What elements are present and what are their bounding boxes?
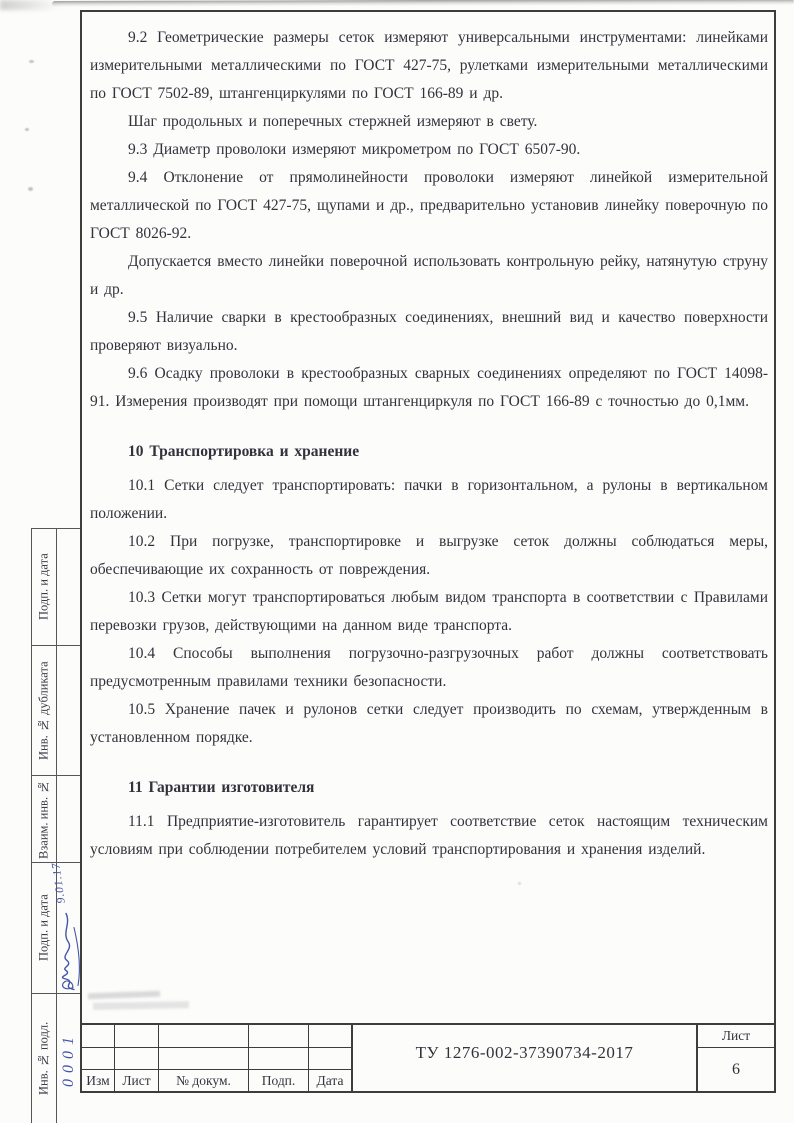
sidebar-label: Подп. и дата xyxy=(36,894,51,962)
sidebar-cell-podp-i-data-2 xyxy=(32,862,80,993)
paragraph-10-5: 10.5 Хранение пачек и рулонов сетки следует производить по схемам, утвержденным в установленном порядке. xyxy=(90,701,768,746)
sidebar-cell-inv-podl xyxy=(32,993,80,1123)
column-header-list: Лист xyxy=(115,1070,159,1091)
scan-edge-shadow xyxy=(52,0,794,7)
section-heading-11: 11 Гарантии изготовителя xyxy=(128,779,315,796)
paragraph-10-1: 10.1 Сетки следует транспортировать: пачки в горизонтальном, а рулоны в вертикальном положении. xyxy=(90,477,768,522)
column-header-dokum: № докум. xyxy=(159,1070,249,1091)
sidebar-cell-inv-dublikata xyxy=(32,645,80,775)
paragraph-10-2: 10.2 При погрузке, транспортировке и выгрузке сеток должны соблюдаться меры, обеспечивающие их сохранность от повреждения. xyxy=(90,533,768,578)
paragraph-9-2: 9.2 Геометрические размеры сеток измеряют универсальными инструментами: линейками измерительными металлическими по ГОСТ 427-75, рулетками измерительными металлическими по ГОСТ 7502-89, штангенциркулями по ГОСТ 166-89 и др. xyxy=(90,29,768,102)
sheet-cell xyxy=(698,1025,774,1091)
paragraph-10-4: 10.4 Способы выполнения погрузочно-разгрузочных работ должны соответствовать предусмотренным правилами техники безопасности. xyxy=(90,645,768,690)
paragraph-9-3: 9.3 Диаметр проволоки измеряют микрометром по ГОСТ 6507-90. xyxy=(128,141,581,158)
paragraph-11-1: 11.1 Предприятие-изготовитель гарантирует соответствие сеток настоящим техническим условиям при соблюдении потребителем условий транспортирования и хранения изделий. xyxy=(90,813,768,858)
document-number: ТУ 1276-002-37390734-2017 xyxy=(353,1025,698,1091)
sidebar-label: Взаим. инв. № xyxy=(36,779,51,859)
sidebar-label: Инв. № дубликата xyxy=(36,661,51,760)
sidebar-label: Инв. № подл. xyxy=(36,1021,51,1096)
sidebar-cell-podp-i-data-1 xyxy=(32,528,80,645)
handwritten-signature xyxy=(49,861,81,994)
paragraph-9-6: 9.6 Осадку проволоки в крестообразных сварных соединениях определяют по ГОСТ 14098-91. Измерения производят при помощи штангенциркуля по ГОСТ 166-89 с точностью до 0,1мм. xyxy=(90,365,768,410)
paragraph-9-4: 9.4 Отклонение от прямолинейности проволоки измеряют линейкой измерительной металлической по ГОСТ 427-75, щупами и др., предварительно установив линейку поверочную по ГОСТ 8026-92. xyxy=(90,169,768,242)
scan-speck xyxy=(29,60,34,63)
scan-speck xyxy=(28,187,33,191)
section-heading-10: 10 Транспортировка и хранение xyxy=(128,443,360,460)
title-block-revision-table xyxy=(82,1025,353,1091)
scan-speck xyxy=(25,128,29,131)
column-header-podp: Подп. xyxy=(249,1070,309,1091)
column-header-izm: Изм xyxy=(82,1070,115,1091)
gost-sidebar xyxy=(31,528,80,1123)
document-body xyxy=(90,24,768,864)
handwritten-inventory-number: 0001 xyxy=(59,1030,77,1087)
sidebar-write-area xyxy=(57,776,80,862)
sidebar-write-area xyxy=(57,646,80,775)
column-header-data: Дата xyxy=(316,1072,344,1088)
sidebar-cell-vzaim-inv xyxy=(32,775,80,862)
paragraph-9-5: 9.5 Наличие сварки в крестообразных соединениях, внешний вид и качество поверхности проверяют визуально. xyxy=(90,309,768,354)
sheet-number: 6 xyxy=(732,1060,740,1078)
sidebar-write-area xyxy=(57,529,80,645)
paragraph-step: Шаг продольных и поперечных стержней измеряют в свету. xyxy=(128,113,538,130)
paragraph-10-3: 10.3 Сетки могут транспортироваться любым видом транспорта в соответствии с Правилами перевозки грузов, действующими на данном виде транспорта. xyxy=(90,589,768,634)
signature-date: 9.01.17 xyxy=(49,861,68,905)
gost-title-block xyxy=(80,1023,776,1093)
paragraph-allow: Допускается вместо линейки поверочной использовать контрольную рейку, натянутую струну и др. xyxy=(90,253,768,298)
scan-corner-shade xyxy=(0,0,60,10)
sheet-label: Лист xyxy=(698,1025,774,1048)
sidebar-label: Подп. и дата xyxy=(36,553,51,621)
